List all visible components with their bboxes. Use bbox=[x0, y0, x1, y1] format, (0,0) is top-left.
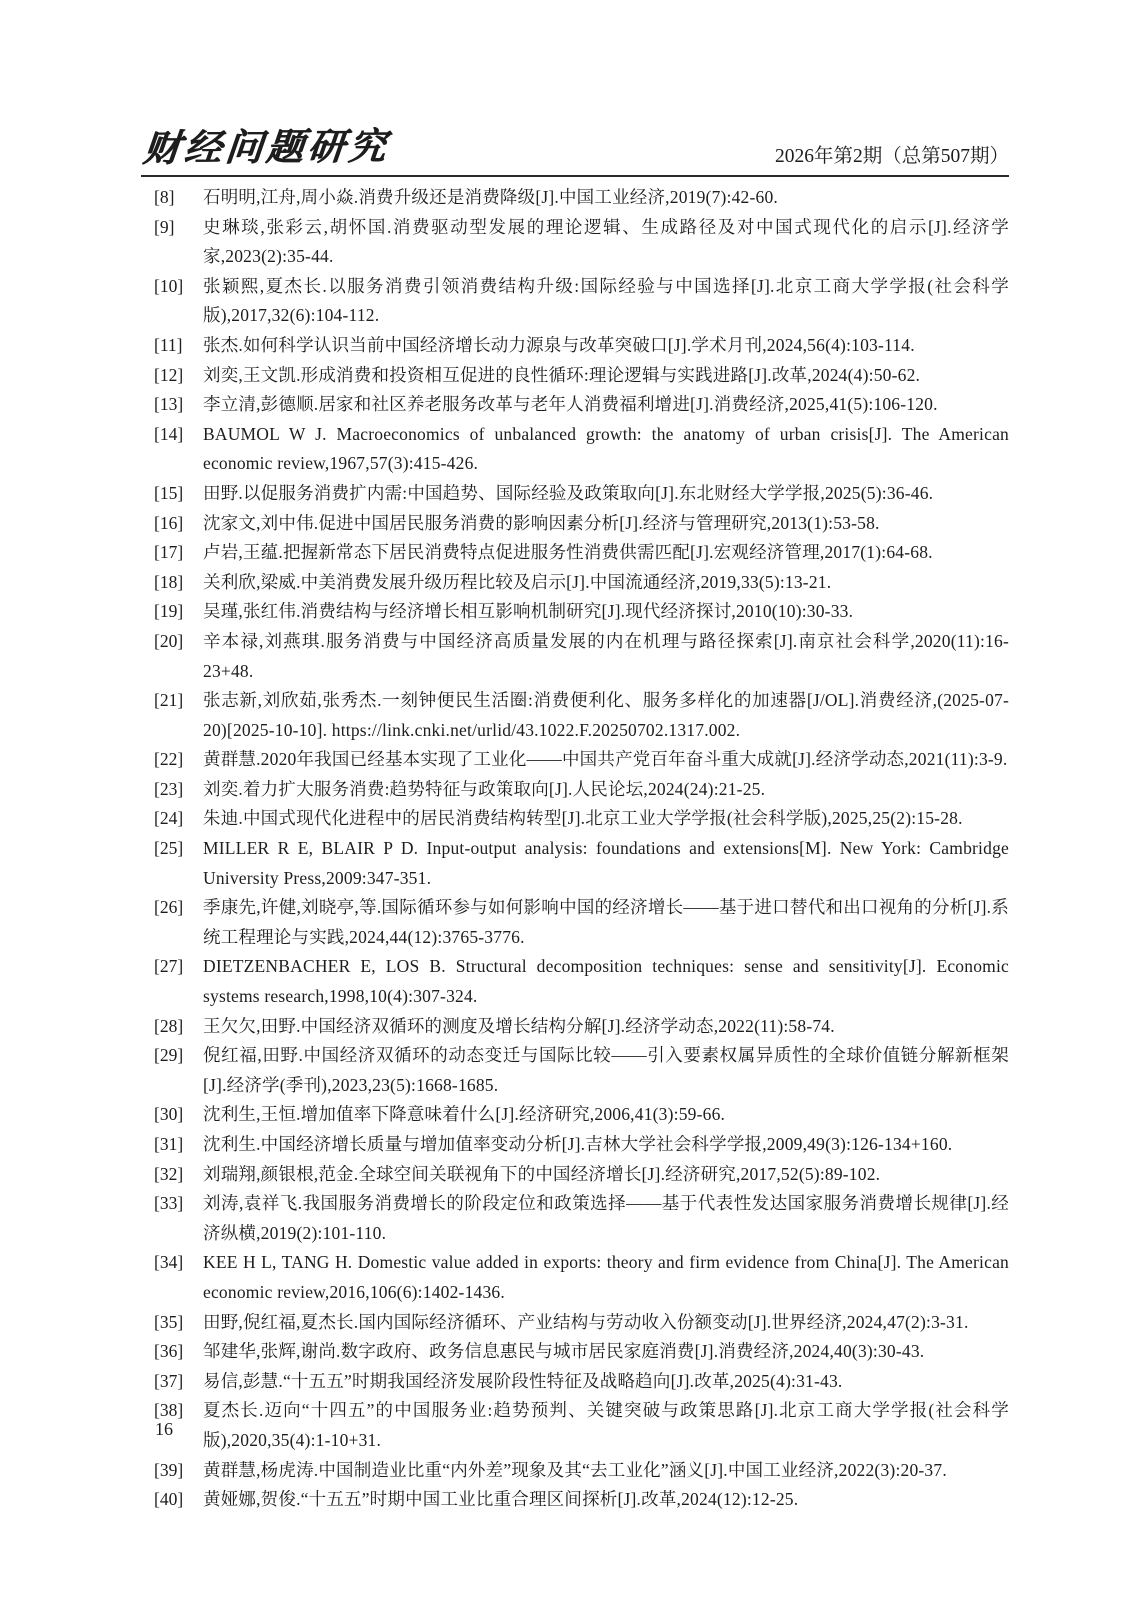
reference-number: [9] bbox=[154, 216, 175, 237]
reference-number: [22] bbox=[154, 749, 184, 770]
reference-item bbox=[154, 1337, 1009, 1367]
reference-text: 黄娅娜,贺俊.“十五五”时期中国工业比重合理区间探析[J].改革,2024(12):12-25. bbox=[203, 1489, 799, 1510]
reference-item bbox=[154, 538, 1009, 568]
reference-number: [25] bbox=[154, 838, 184, 859]
reference-text: 史琳琰,张彩云,胡怀国.消费驱动型发展的理论逻辑、生成路径及对中国式现代化的启示[J].经济学家,2023(2):35-44. bbox=[203, 216, 1009, 267]
reference-number: [16] bbox=[154, 512, 184, 533]
reference-number: [21] bbox=[154, 690, 184, 711]
reference-item bbox=[154, 1041, 1009, 1100]
reference-number: [27] bbox=[154, 956, 184, 977]
reference-text: 张颖熙,夏杰长.以服务消费引领消费结构升级:国际经验与中国选择[J].北京工商大学学报(社会科学版),2017,32(6):104-112. bbox=[203, 275, 1009, 326]
reference-item bbox=[154, 183, 1009, 213]
reference-number: [32] bbox=[154, 1163, 184, 1184]
reference-text: 刘瑞翔,颜银根,范金.全球空间关联视角下的中国经济增长[J].经济研究,2017,52(5):89-102. bbox=[203, 1163, 881, 1184]
reference-item bbox=[154, 804, 1009, 834]
reference-item bbox=[154, 1012, 1009, 1042]
reference-text: 张杰.如何科学认识当前中国经济增长动力源泉与改革突破口[J].学术月刊,2024,56(4):103-114. bbox=[203, 334, 915, 355]
reference-number: [12] bbox=[154, 364, 184, 385]
reference-text: 刘奕.着力扩大服务消费:趋势特征与政策取向[J].人民论坛,2024(24):21-25. bbox=[203, 778, 766, 799]
page-header bbox=[141, 118, 1009, 177]
reference-text: 田野,倪红福,夏杰长.国内国际经济循环、产业结构与劳动收入份额变动[J].世界经济,2024,47(2):3-31. bbox=[203, 1311, 969, 1332]
reference-number: [11] bbox=[154, 334, 183, 355]
reference-text: 沈利生,王恒.增加值率下降意味着什么[J].经济研究,2006,41(3):59-66. bbox=[203, 1104, 726, 1125]
reference-item bbox=[154, 361, 1009, 391]
reference-text: 易信,彭慧.“十五五”时期我国经济发展阶段性特征及战略趋向[J].改革,2025(4):31-43. bbox=[203, 1370, 843, 1391]
journal-logo: 财经问题研究 bbox=[141, 126, 392, 171]
reference-number: [19] bbox=[154, 601, 184, 622]
reference-text: 王欠欠,田野.中国经济双循环的测度及增长结构分解[J].经济学动态,2022(11):58-74. bbox=[203, 1015, 835, 1036]
reference-number: [36] bbox=[154, 1341, 184, 1362]
reference-number: [13] bbox=[154, 394, 184, 415]
reference-number: [31] bbox=[154, 1134, 184, 1154]
reference-list bbox=[154, 183, 1009, 1515]
reference-item bbox=[154, 1308, 1009, 1338]
reference-item bbox=[154, 1396, 1009, 1455]
reference-item bbox=[154, 686, 1009, 745]
reference-text: 沈利生.中国经济增长质量与增加值率变动分析[J].吉林大学社会科学学报,2009,49(3):126-134+160. bbox=[203, 1134, 953, 1154]
reference-text: MILLER R E, BLAIR P D. Input-output analysis: foundations and extensions[M]. New York: Cambridge University Press,2009:347-351. bbox=[203, 838, 1009, 888]
reference-text: 李立清,彭德顺.居家和社区养老服务改革与老年人消费福利增进[J].消费经济,2025,41(5):106-120. bbox=[203, 394, 938, 415]
reference-item bbox=[154, 479, 1009, 509]
reference-item bbox=[154, 627, 1009, 686]
reference-text: 倪红福,田野.中国经济双循环的动态变迁与国际比较——引入要素权属异质性的全球价值链分解新框架[J].经济学(季刊),2023,23(5):1668-1685. bbox=[203, 1045, 1009, 1095]
reference-number: [20] bbox=[154, 630, 184, 651]
reference-item bbox=[154, 272, 1009, 331]
reference-text: 刘奕,王文凯.形成消费和投资相互促进的良性循环:理论逻辑与实践进路[J].改革,2024(4):50-62. bbox=[203, 364, 921, 385]
reference-text: 朱迪.中国式现代化进程中的居民消费结构转型[J].北京工业大学学报(社会科学版),2025,25(2):15-28. bbox=[203, 808, 963, 829]
reference-text: KEE H L, TANG H. Domestic value added in exports: theory and firm evidence from China[J]. The American economic review,2016,106(6):1402-1436. bbox=[203, 1252, 1009, 1302]
reference-text: 石明明,江舟,周小焱.消费升级还是消费降级[J].中国工业经济,2019(7):42-60. bbox=[203, 187, 779, 207]
reference-text: 夏杰长.迈向“十四五”的中国服务业:趋势预判、关键突破与政策思路[J].北京工商大学学报(社会科学版),2020,35(4):1-10+31. bbox=[203, 1400, 1009, 1450]
reference-text: 邹建华,张辉,谢尚.数字政府、政务信息惠民与城市居民家庭消费[J].消费经济,2024,40(3):30-43. bbox=[203, 1341, 925, 1362]
reference-number: [8] bbox=[154, 187, 175, 207]
reference-number: [17] bbox=[154, 542, 184, 563]
reference-item bbox=[154, 1160, 1009, 1190]
reference-item bbox=[154, 834, 1009, 893]
reference-number: [24] bbox=[154, 808, 184, 829]
reference-number: [38] bbox=[154, 1400, 184, 1421]
reference-item bbox=[154, 1367, 1009, 1397]
reference-number: [10] bbox=[154, 275, 184, 296]
reference-number: [28] bbox=[154, 1015, 184, 1036]
reference-item bbox=[154, 893, 1009, 952]
reference-number: [23] bbox=[154, 778, 184, 799]
issue-info: 2026年第2期（总第507期） bbox=[774, 145, 1009, 167]
reference-number: [40] bbox=[154, 1489, 184, 1510]
reference-number: [30] bbox=[154, 1104, 184, 1125]
reference-item bbox=[154, 509, 1009, 539]
reference-number: [35] bbox=[154, 1311, 184, 1332]
reference-text: 田野.以促服务消费扩内需:中国趋势、国际经验及政策取向[J].东北财经大学学报,2025(5):36-46. bbox=[203, 482, 934, 503]
reference-number: [18] bbox=[154, 571, 184, 592]
reference-item bbox=[154, 331, 1009, 361]
reference-item bbox=[154, 1485, 1009, 1515]
reference-number: [39] bbox=[154, 1459, 184, 1480]
reference-item bbox=[154, 390, 1009, 420]
reference-number: [26] bbox=[154, 897, 184, 918]
reference-text: 刘涛,袁祥飞.我国服务消费增长的阶段定位和政策选择——基于代表性发达国家服务消费增长规律[J].经济纵横,2019(2):101-110. bbox=[203, 1193, 1009, 1243]
reference-item bbox=[154, 775, 1009, 805]
reference-item bbox=[154, 1456, 1009, 1486]
reference-item bbox=[154, 1248, 1009, 1307]
reference-item bbox=[154, 1189, 1009, 1248]
reference-text: 关利欣,梁威.中美消费发展升级历程比较及启示[J].中国流通经济,2019,33(5):13-21. bbox=[203, 571, 832, 592]
reference-item bbox=[154, 1100, 1009, 1130]
reference-item bbox=[154, 213, 1009, 272]
reference-number: [14] bbox=[154, 423, 184, 444]
reference-text: 沈家文,刘中伟.促进中国居民服务消费的影响因素分析[J].经济与管理研究,2013(1):53-58. bbox=[203, 512, 880, 533]
reference-text: 卢岩,王蕴.把握新常态下居民消费特点促进服务性消费供需匹配[J].宏观经济管理,2017(1):64-68. bbox=[203, 542, 933, 563]
reference-number: [33] bbox=[154, 1193, 184, 1214]
reference-text: DIETZENBACHER E, LOS B. Structural decomposition techniques: sense and sensitivity[J]. Economic systems research,1998,10(4):307-324. bbox=[203, 956, 1009, 1007]
reference-item bbox=[154, 597, 1009, 627]
reference-item bbox=[154, 745, 1009, 775]
reference-item bbox=[154, 568, 1009, 598]
reference-number: [37] bbox=[154, 1370, 184, 1391]
reference-text: 张志新,刘欣茹,张秀杰.一刻钟便民生活圈:消费便利化、服务多样化的加速器[J/OL].消费经济,(2025-07-20)[2025-10-10]. https://link.cnki.net/urlid/43.1022.F.20250702.1317.002. bbox=[203, 690, 1009, 740]
reference-number: [34] bbox=[154, 1252, 184, 1273]
reference-number: [29] bbox=[154, 1045, 184, 1066]
reference-item bbox=[154, 1130, 1009, 1160]
reference-text: 吴瑾,张红伟.消费结构与经济增长相互影响机制研究[J].现代经济探讨,2010(10):30-33. bbox=[203, 601, 854, 622]
page-number: 16 bbox=[155, 1419, 173, 1439]
reference-item bbox=[154, 952, 1009, 1011]
reference-text: 辛本禄,刘燕琪.服务消费与中国经济高质量发展的内在机理与路径探索[J].南京社会科学,2020(11):16-23+48. bbox=[203, 630, 1009, 681]
reference-number: [15] bbox=[154, 482, 184, 503]
reference-item bbox=[154, 420, 1009, 479]
reference-text: 黄群慧.2020年我国已经基本实现了工业化——中国共产党百年奋斗重大成就[J].经济学动态,2021(11):3-9. bbox=[203, 749, 1008, 770]
reference-text: 季康先,许健,刘晓亭,等.国际循环参与如何影响中国的经济增长——基于进口替代和出口视角的分析[J].系统工程理论与实践,2024,44(12):3765-3776. bbox=[203, 897, 1009, 947]
reference-text: 黄群慧,杨虎涛.中国制造业比重“内外差”现象及其“去工业化”涵义[J].中国工业经济,2022(3):20-37. bbox=[203, 1459, 947, 1480]
reference-text: BAUMOL W J. Macroeconomics of unbalanced growth: the anatomy of urban crisis[J]. The American economic review,1967,57(3):415-426. bbox=[203, 423, 1009, 474]
